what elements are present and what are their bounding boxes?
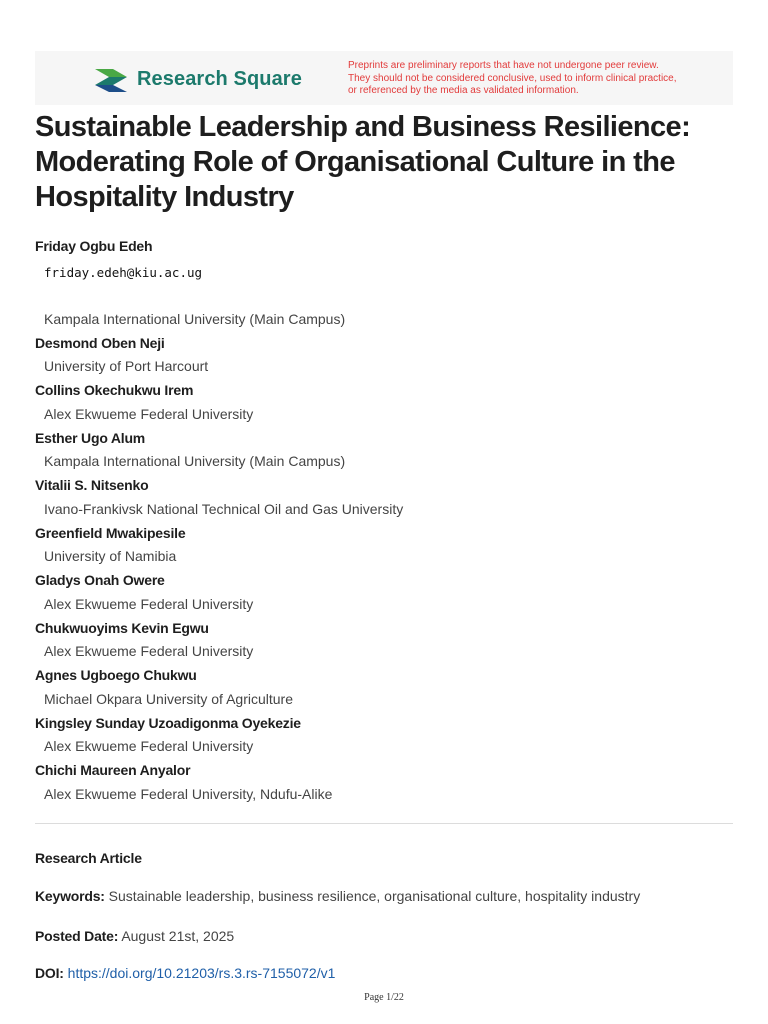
section-divider xyxy=(35,823,733,824)
preprint-disclaimer xyxy=(348,60,728,98)
author-name: Gladys Onah Owere xyxy=(35,572,165,588)
author-name: Kingsley Sunday Uzoadigonma Oyekezie xyxy=(35,714,301,731)
author-affiliation: Michael Okpara University of Agriculture xyxy=(44,690,293,707)
author-name: Greenfield Mwakipesile xyxy=(35,524,186,541)
research-square-logo[interactable] xyxy=(93,63,302,95)
disclaimer-line: or referenced by the media as validated information. xyxy=(348,85,579,96)
author-affiliation: Alex Ekwueme Federal University, Ndufu-Alike xyxy=(44,785,333,802)
keywords-line xyxy=(35,886,735,906)
author-name: Friday Ogbu Edeh xyxy=(35,238,153,254)
keywords-value: Sustainable leadership, business resilience, organisational culture, hospitality industry xyxy=(108,888,641,904)
disclaimer-line: Preprints are preliminary reports that have not undergone peer review. xyxy=(348,60,659,71)
author-name: Vitalii S. Nitsenko xyxy=(35,477,149,493)
author-affiliation: Alex Ekwueme Federal University xyxy=(44,738,254,755)
page-number: Page 1/22 xyxy=(364,992,404,1003)
paper-title: Sustainable Leadership and Business Resilience: Moderating Role of Organisational Culture in the Hospitality Industry xyxy=(35,111,691,213)
author-name: Chichi Maureen Anyalor xyxy=(35,762,191,778)
author-affiliation: Ivano-Frankivsk National Technical Oil and Gas University xyxy=(44,500,404,517)
posted-date-label: Posted Date: xyxy=(35,928,119,944)
author-name: Esther Ugo Alum xyxy=(35,429,146,446)
author-name: Desmond Oben Neji xyxy=(35,334,165,351)
author-affiliation: Alex Ekwueme Federal University xyxy=(44,643,254,660)
author-affiliation: University of Namibia xyxy=(44,548,177,565)
author-name: Agnes Ugboego Chukwu xyxy=(35,667,197,683)
author-affiliation: Kampala International University (Main Campus) xyxy=(44,310,346,327)
author-affiliation: Alex Ekwueme Federal University xyxy=(44,405,254,422)
posted-date-value: August 21st, 2025 xyxy=(121,928,235,944)
keywords-label: Keywords: xyxy=(35,888,105,904)
author-name: Chukwuoyims Kevin Egwu xyxy=(35,619,209,636)
author-name: Collins Okechukwu Irem xyxy=(35,382,194,398)
author-affiliation: University of Port Harcourt xyxy=(44,358,209,375)
doi-label: DOI: xyxy=(35,965,64,981)
research-square-logo-icon xyxy=(93,65,129,93)
doi-line xyxy=(35,963,735,983)
article-type: Research Article xyxy=(35,850,142,866)
disclaimer-line: They should not be considered conclusive, used to inform clinical practice, xyxy=(348,72,677,84)
author-affiliation: Kampala International University (Main Campus) xyxy=(44,453,346,470)
logo-text: Research Square xyxy=(137,67,302,90)
author-email[interactable]: friday.edeh@kiu.ac.ug xyxy=(44,264,203,280)
posted-date-line xyxy=(35,926,735,946)
doi-link[interactable]: https://doi.org/10.21203/rs.3.rs-7155072/v1 xyxy=(67,965,336,981)
author-list xyxy=(35,236,735,808)
author-affiliation: Alex Ekwueme Federal University xyxy=(44,595,254,612)
